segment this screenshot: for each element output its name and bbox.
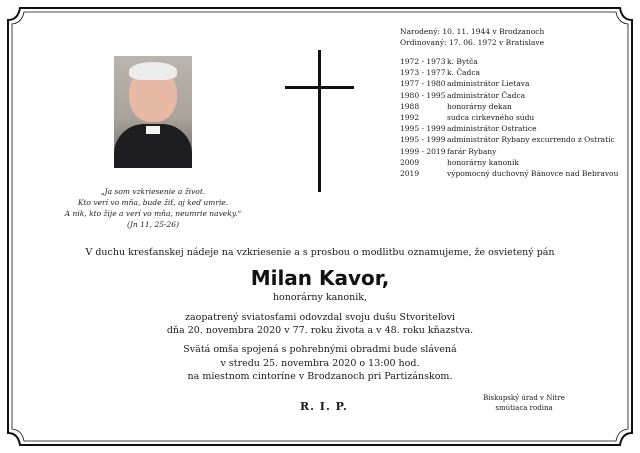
death-notice	[0, 311, 640, 337]
deceased-name: Milan Kavor,	[250, 266, 390, 290]
signature-line: Biskupský úrad v Nitre	[483, 394, 565, 402]
signature-line: smútiaca rodina	[495, 404, 553, 412]
announcement-intro: V duchu kresťanskej nádeje na vzkriesenie a s prosbou o modlitbu oznamujeme, že osvietený pán	[85, 247, 555, 258]
bio-header	[400, 26, 544, 48]
timeline-row: 1977 - 1980 administrátor Lietava	[400, 79, 530, 89]
quote-line: „Ja som vzkriesenie a život.	[100, 187, 206, 196]
timeline-row: 1980 - 1995 administrátor Čadca	[400, 90, 526, 100]
quote-line: A nik, kto žije a verí vo mňa, neumrie naveky.“	[64, 209, 242, 218]
rip-text: R. I. P.	[300, 400, 348, 413]
ordination-date: Ordinovaný: 17. 06. 1972 v Bratislave	[400, 38, 545, 47]
death-line: dňa 20. novembra 2020 v 77. roku života a v 48. roku kňazstva.	[166, 325, 474, 336]
timeline-row: 1988 honorárny dekan	[400, 101, 512, 111]
timeline-row: 2009 honorárny kanonik	[400, 157, 519, 167]
funeral-line: v stredu 25. novembra 2020 o 13:00 hod.	[220, 357, 420, 369]
timeline-row: 1992 sudca cirkevného súdu	[400, 113, 535, 123]
quote-reference: (Jn 11, 25-26)	[126, 220, 179, 229]
funeral-details	[0, 343, 640, 384]
career-timeline	[400, 56, 618, 179]
timeline-row: 1995 - 1999 administrátor Ostratice	[400, 124, 537, 134]
birth-date: Narodený: 10. 11. 1944 v Brodzanoch	[400, 27, 545, 36]
funeral-line: na miestnom cintoríne v Brodzanoch pri Partizánskom.	[187, 371, 453, 382]
bible-quote	[58, 186, 248, 230]
deceased-title: honorárny kanonik,	[272, 292, 368, 303]
quote-line: Kto verí vo mňa, bude žiť, aj keď umrie.	[77, 198, 229, 207]
timeline-row: 1972 - 1973 k. Bytča	[400, 57, 478, 66]
timeline-row: 1973 - 1977 k. Čadca	[400, 68, 480, 78]
timeline-row: 2019 výpomocný duchovný Bánovce nad Bebravou	[400, 169, 619, 179]
death-line: zaopatrený sviatosťami odovzdal svoju dušu Stvoriteľovi	[184, 312, 456, 323]
portrait-photo	[114, 56, 192, 168]
timeline-row: 1999 - 2019 farár Rybany	[400, 146, 497, 156]
timeline-row: 1995 - 1999 administrátor Rybany excurrendo z Ostratíc	[400, 135, 615, 145]
signature-block	[474, 393, 574, 413]
funeral-line: Svätá omša spojená s pohrebnými obradmi bude slávená	[183, 344, 457, 355]
